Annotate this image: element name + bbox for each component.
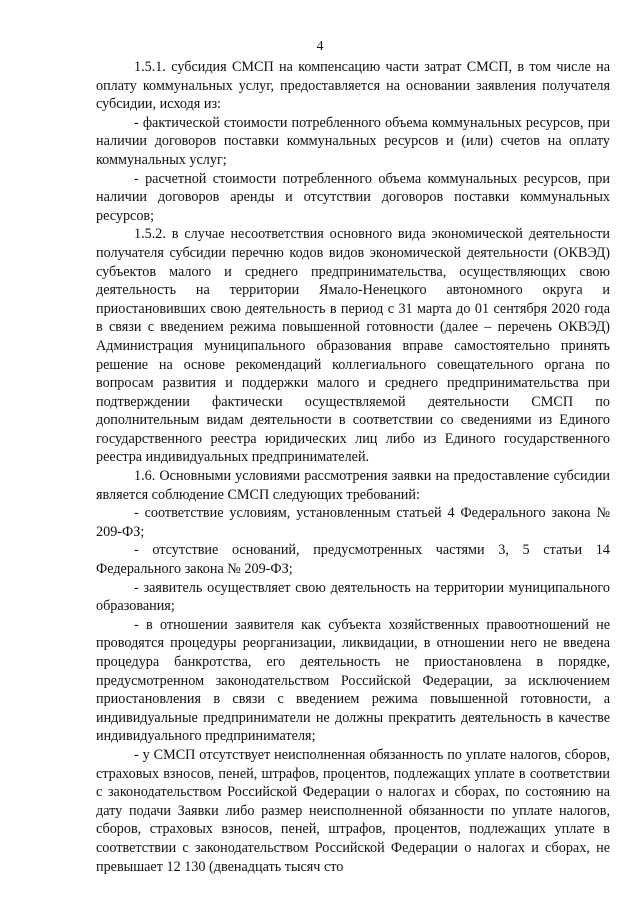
paragraph-article-14: - отсутствие оснований, предусмотренных частями 3, 5 статьи 14 Федерального закона № 209-ФЗ;: [96, 542, 610, 578]
paragraph-tax-debt: - у СМСП отсутствует неисполненная обязанность по уплате налогов, сборов, страховых взносов, пеней, штрафов, процентов, подлежащих уплате в соответствии с законодательством Российской Федерации о налогах и сборах, по состоянию на дату подачи Заявки либо размер неисполненной обязанности по уплате налогов, сборов, страховых взносов, пеней, штрафов, процентов, подлежащих уплате в соответствии с законодательством Российской Федерации о налогах и сборах, не превышает 12 130 (двенадцать тысяч сто: [96, 746, 610, 875]
paragraph-1-5-2: 1.5.2. в случае несоответствия основного вида экономической деятельности получателя субсидии перечню кодов видов экономической деятельности (ОКВЭД) субъектов малого и среднего предпринимательства, осуществляющих свою деятельность на территории Ямало-Ненецкого автономного округа и приостановивших свою деятельность в период с 31 марта до 01 сентября 2020 года в связи с введением режима повышенной готовности (далее – перечень ОКВЭД) Администрация муниципального образования вправе самостоятельно принять решение на основе рекомендаций коллегиального совещательного органа по вопросам развития и поддержки малого и среднего предпринимательства при подтверждении фактически осуществляемой деятельности СМСП по дополнительным видам деятельности в соответствии со сведениями из Единого государственного реестра юридических лиц либо из Единого государственного реестра индивидуальных предпринимателей.: [96, 226, 610, 466]
document-body: [96, 58, 610, 876]
page-number: 4: [316, 39, 324, 54]
paragraph-actual-cost: - фактической стоимости потребленного объема коммунальных ресурсов, при наличии договоров поставки коммунальных ресурсов и (или) счетов на оплату коммунальных услуг;: [96, 114, 610, 168]
paragraph-1-5-1: 1.5.1. субсидия СМСП на компенсацию части затрат СМСП, в том числе на оплату коммунальных услуг, предоставляется на основании заявления получателя субсидии, исходя из:: [96, 59, 610, 113]
paragraph-article-4: - соответствие условиям, установленным статьей 4 Федерального закона № 209-ФЗ;: [96, 505, 610, 540]
paragraph-1-6: 1.6. Основными условиями рассмотрения заявки на предоставление субсидии является соблюдение СМСП следующих требований:: [96, 468, 610, 503]
paragraph-reorganization: - в отношении заявителя как субъекта хозяйственных правоотношений не проводятся процедуры реорганизации, ликвидации, в отношении него не введена процедура банкротства, его деятельность не приостановлена в порядке, предусмотренном законодательством Российской Федерации, за исключением приостановления в связи с введением режима повышенной готовности, а индивидуальные предприниматели не должны прекратить деятельность в качестве индивидуального предпринимателя;: [96, 616, 610, 745]
paragraph-territory: - заявитель осуществляет свою деятельность на территории муниципального образования;: [96, 579, 610, 615]
paragraph-estimated-cost: - расчетной стоимости потребленного объема коммунальных ресурсов, при наличии договоров аренды и отсутствии договоров поставки коммунальных ресурсов;: [96, 170, 610, 224]
